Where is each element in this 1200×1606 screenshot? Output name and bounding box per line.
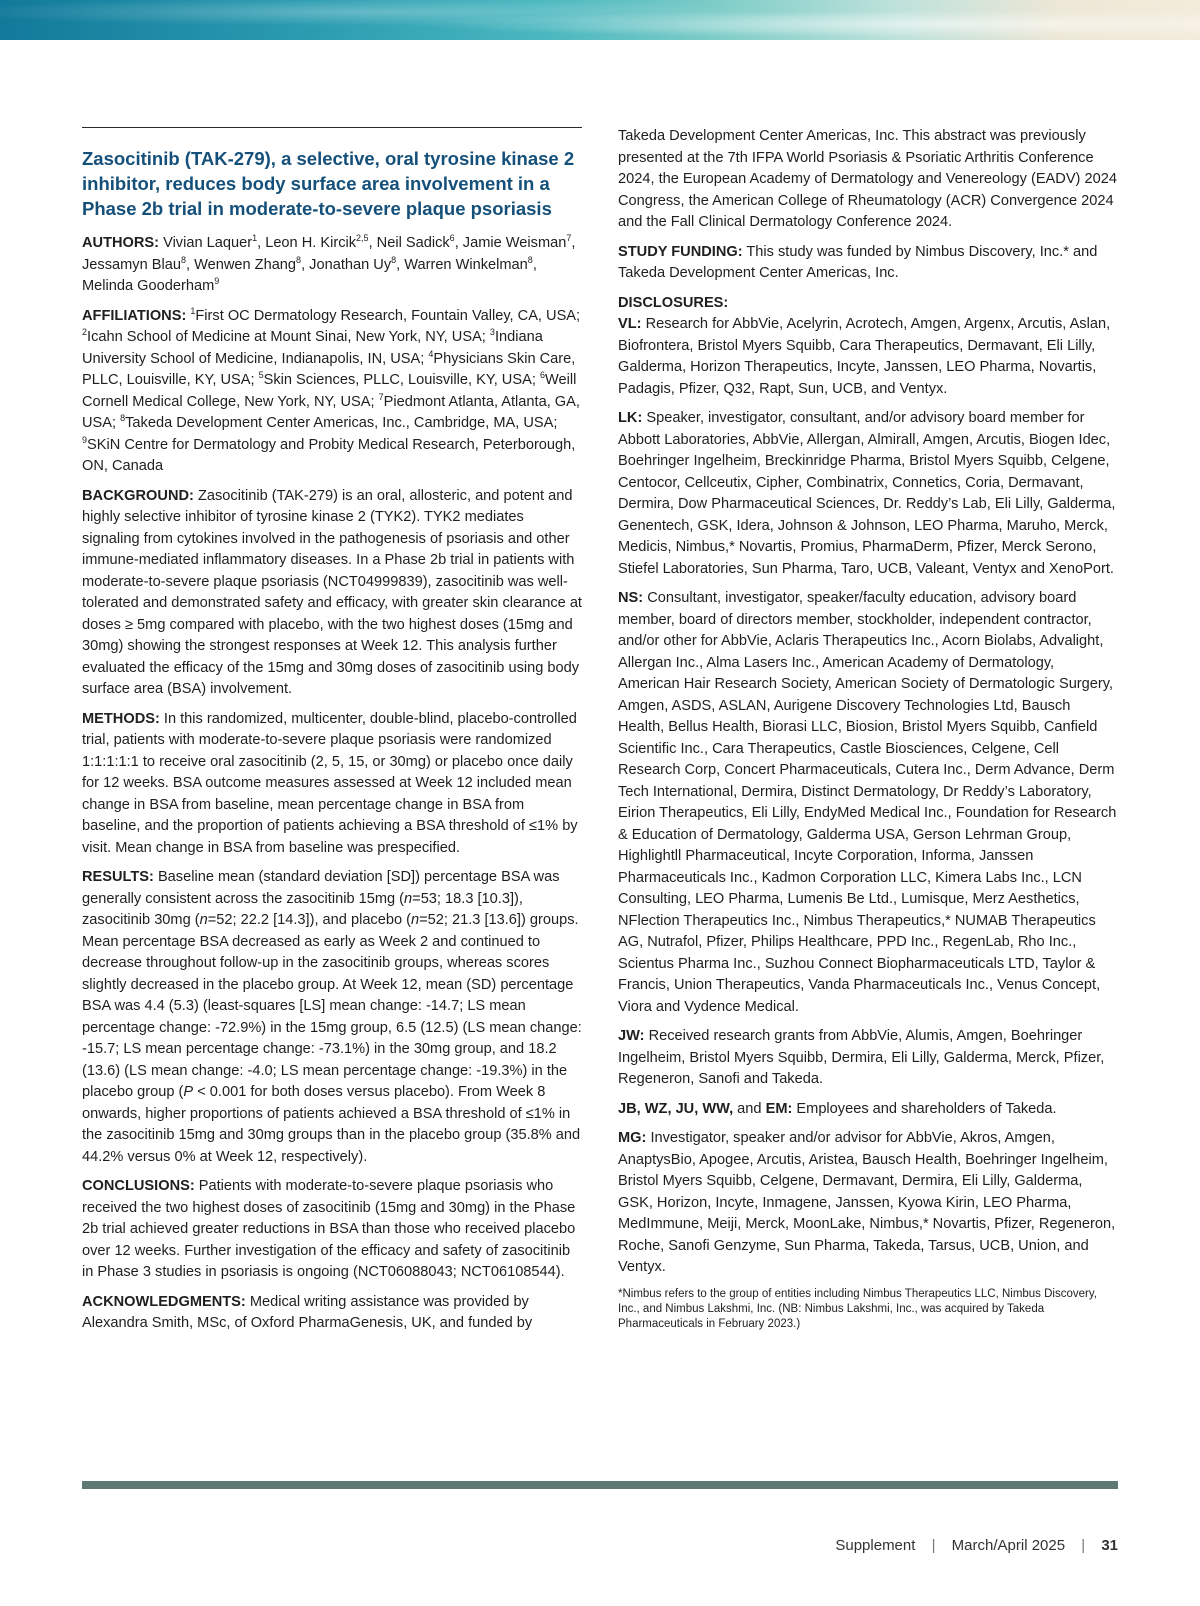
results-n-italic: n xyxy=(411,912,420,928)
affiliation-text: Skin Sciences, PLLC, Louisville, KY, USA; xyxy=(263,372,540,388)
author-affiliation-ref: 8 xyxy=(527,254,533,265)
disclosure-vl xyxy=(618,314,1118,400)
authors-label: AUTHORS: xyxy=(82,235,160,251)
disclosure-mg-text: Investigator, speaker and/or advisor for AbbVie, Akros, Amgen, AnaptysBio, Apogee, Arcutis, Aristea, Bausch Health, Boehringer Ingelheim, Bristol Myers Squibb, Celgene, Dermavant, Dermira, Eli Lilly, Galderma, GSK, Horizon, Incyte, Inmagene, Janssen, Kyowa Kirin, LEO Pharma, MedImmune, Meiji, Merck, MoonLake, Nimbus,* Novartis, Pfizer, Regeneron, Roche, Sanofi Genzyme, Sun Pharma, Takeda, Tarsus, UCB, Union, and Ventyx. xyxy=(618,1130,1116,1275)
disclosure-employees-label-b: EM: xyxy=(765,1100,793,1117)
results-n-italic: n xyxy=(199,912,208,928)
background-label: BACKGROUND: xyxy=(82,487,194,504)
disclosure-employees-text: Employees and shareholders of Takeda. xyxy=(796,1100,1057,1117)
disclosure-lk-text: Speaker, investigator, consultant, and/or advisory board member for Abbott Laboratories, AbbVie, Allergan, Almirall, Amgen, Arcutis, Biogen Idec, Boehringer Ingelheim, Breckinridge Pharma, Bristol Myers Squibb, Celgene, Centocor, Cellceutix, Cipher, Combinatrix, Connetics, Coria, Dermavant, Dermira, Dow Pharmaceutical Sciences, Dr. Reddy’s Lab, Eli Lilly, Galderma, Genentech, GSK, Idera, Johnson & Johnson, LEO Pharma, Maruho, Merck, Medicis, Nimbus,* Novartis, Promius, PharmaDerm, Pfizer, Merck Serono, Stiefel Laboratories, Sun Pharma, Taro, UCB, Valeant, Ventyx and XenoPort. xyxy=(618,410,1116,577)
affiliations-label: AFFILIATIONS: xyxy=(82,307,187,324)
funding-paragraph xyxy=(618,242,1118,285)
author-affiliation-ref: 1 xyxy=(252,233,258,244)
acknowledgments-continued: Takeda Development Center Americas, Inc. This abstract was previously presented at the 7th IFPA World Psoriasis & Psoriatic Arthritis Conference 2024, the European Academy of Dermatology and Venereology (EADV) 2024 Congress, the American College of Rheumatology (ACR) Convergence 2024 and the Fall Clinical Dermatology Conference 2024. xyxy=(618,128,1117,230)
disclosure-jw-label: JW: xyxy=(618,1028,645,1044)
authors-paragraph xyxy=(82,233,582,298)
author-name: , Jonathan Uy xyxy=(301,256,392,273)
results-text: =53; 18.3 [10.3]), zasocitinib 30mg ( xyxy=(82,890,523,928)
disclosure-mg xyxy=(618,1128,1118,1279)
affiliation-text: Weill Cornell Medical College, New York, NY, USA; xyxy=(82,372,577,410)
conclusions-label: CONCLUSIONS: xyxy=(82,1178,195,1194)
author-name: , Leon H. Kircik xyxy=(257,235,357,251)
disclosure-mg-label: MG: xyxy=(618,1130,647,1146)
results-label: RESULTS: xyxy=(82,869,154,885)
methods-label: METHODS: xyxy=(82,710,160,727)
disclosure-ns-text: Consultant, investigator, speaker/faculty education, advisory board member, board of directors member, stockholder, independent contractor, and/or other for AbbVie, Aclaris Therapeutics Inc., Acorn Biolabs, Advalight, Allergan Inc., Alma Lasers Inc., American Academy of Dermatology, American Hair Research Society, American Society of Dermatologic Surgery, Amgen, ASDS, ASLAN, Aurigene Discovery Technologies Ltd, Bausch Health, Bellus Health, Biorasi LLC, Biosion, Bristol Myers Squibb, Canfield Scientific Inc., Cara Therapeutics, Castle Biosciences, Celgene, Cell Research Corp, Concert Pharmaceuticals, Cutera Inc., Derm Advance, Derm Tech International, Dermira, Distinct Dermatology, Dr Reddy’s Laboratory, Eirion Therapeutics, Eli Lilly, EndyMed Medical Inc., Foundation for Research & Education of Dermatology, Galderma USA, Gerson Lehrman Group, Highlightll Pharmaceutical, Incyte Corporation, Informa, Janssen Pharmaceuticals Inc., Kadmon Corporation LLC, Kimera Labs Inc., LCN Consulting, LEO Pharma, Lumenis Be Ltd., Lumisque, Merz Aesthetics, NFlection Therapeutics Inc., Nimbus Therapeutics,* NUMAB Therapeutics AG, Nutrafol, Pfizer, Philips Healthcare, PPD Inc., RegenLab, Rho Inc., Scientus Pharma Inc., Suzhou Connect Biopharmaceuticals LTD, Taylor & Francis, Union Therapeutics, Vanda Pharmaceuticals Inc., Venus Concept, Viora and Vydence Medical. xyxy=(618,590,1117,1015)
acknowledgments-paragraph xyxy=(82,1292,582,1335)
affiliation-text: Physicians Skin Care, PLLC, Louisville, KY, USA; xyxy=(82,350,576,388)
disclosure-employees xyxy=(618,1099,1118,1121)
footer-separator: | xyxy=(931,1537,936,1554)
results-text: =52; 22.2 [14.3]), and placebo ( xyxy=(207,912,411,928)
header-banner-sheen xyxy=(0,0,1200,40)
affiliation-number: 4 xyxy=(428,348,434,359)
results-text: =52; 21.3 [13.6]) groups. Mean percentage BSA decreased as early as Week 2 and continued to decrease throughout follow-up in the zasocitinib groups, whereas scores slightly decreased in the placebo group. At Week 12, mean (SD) percentage BSA was 4.4 (5.3) (least-squares [LS] mean change: -14.7; LS mean percentage change: -72.9%) in the 15mg group, 6.5 (12.5) (LS mean change: -15.7; LS mean percentage change: -73.1%) in the 30mg group, and 18.2 (13.6) (LS mean change: -4.0; LS mean percentage change: -19.3%) in the placebo group ( xyxy=(82,912,582,1100)
results-p-italic: P xyxy=(183,1084,194,1100)
methods-text: In this randomized, multicenter, double-blind, placebo-controlled trial, patients with moderate-to-severe plaque psoriasis were randomized 1:1:1:1:1 to receive oral zasocitinib (2, 5, 15, or 30mg) or placebo once daily for 12 weeks. BSA outcome measures assessed at Week 12 included mean change in BSA from baseline, mean percentage change in BSA from baseline, and the proportion of patients achieving a BSA threshold of ≤1% by visit. Mean change in BSA from baseline was prespecified. xyxy=(82,710,578,856)
disclosure-lk xyxy=(618,408,1118,580)
affiliation-number: 7 xyxy=(378,391,384,402)
right-column xyxy=(618,126,1118,1340)
footer-publication: Supplement xyxy=(835,1537,916,1554)
background-text: Zasocitinib (TAK-279) is an oral, allosteric, and potent and highly selective inhibitor of tyrosine kinase 2 (TYK2). TYK2 mediates signaling from cytokines involved in the pathogenesis of psoriasis and other immune-mediated inflammatory diseases. In a Phase 2b trial in patients with moderate-to-severe plaque psoriasis (NCT04999839), zasocitinib was well-tolerated and demonstrated safety and efficacy, with greater skin clearance at doses ≥ 5mg compared with placebo, with the two highest doses (15mg and 30mg) showing the strongest responses at Week 12. This analysis further evaluated the efficacy of the 15mg and 30mg doses of zasocitinib using body surface area (BSA) involvement. xyxy=(82,487,582,697)
author-name: , Wenwen Zhang xyxy=(185,256,297,273)
funding-text: This study was funded by Nimbus Discovery, Inc.* and Takeda Development Center Americas, Inc. xyxy=(618,243,1098,281)
author-affiliation-ref: 7 xyxy=(566,233,572,244)
left-column xyxy=(82,126,582,1343)
nimbus-footnote: *Nimbus refers to the group of entities including Nimbus Therapeutics LLC, Nimbus Discovery, Inc., and Nimbus Lakshmi, Inc. (NB: Nimbus Lakshmi, Inc., was acquired by Takeda Pharmaceuticals in February 2023.) xyxy=(618,1287,1097,1330)
affiliation-number: 1 xyxy=(190,305,196,316)
author-affiliation-ref: 8 xyxy=(296,254,302,265)
funding-label: STUDY FUNDING: xyxy=(618,243,743,260)
page-footer xyxy=(835,1537,1118,1554)
author-affiliation-ref: 8 xyxy=(180,254,186,265)
affiliations-paragraph xyxy=(82,306,582,478)
author-affiliation-ref: 8 xyxy=(391,254,397,265)
affiliation-number: 3 xyxy=(489,327,495,338)
affiliation-text: Icahn School of Medicine at Mount Sinai, New York, NY, USA; xyxy=(87,329,490,345)
disclosure-ns-label: NS: xyxy=(618,590,644,606)
affiliation-text: SKiN Centre for Dermatology and Probity Medical Research, Peterborough, ON, Canada xyxy=(82,436,576,474)
author-name: , Jamie Weisman xyxy=(454,235,567,251)
results-text: < 0.001 for both doses versus placebo). From Week 8 onwards, higher proportions of patients achieved a BSA threshold of ≤1% in the zasocitinib 15mg and 30mg groups than in the placebo group (35.8% and 44.2% versus 0% at Week 12, respectively). xyxy=(82,1084,581,1165)
disclosure-ns xyxy=(618,588,1118,1018)
author-name: , Jessamyn Blau xyxy=(82,235,576,273)
affiliation-number: 2 xyxy=(82,327,88,338)
affiliation-text: First OC Dermatology Research, Fountain Valley, CA, USA; xyxy=(195,307,581,324)
affiliation-text: Indiana University School of Medicine, Indianapolis, IN, USA; xyxy=(82,329,543,367)
disclosure-jw-text: Received research grants from AbbVie, Alumis, Amgen, Boehringer Ingelheim, Bristol Myers Squibb, Dermira, Eli Lilly, Galderma, Merck, Pfizer, Regeneron, Sanofi and Takeda. xyxy=(618,1028,1105,1087)
results-n-italic: n xyxy=(404,890,413,907)
affiliation-text: Takeda Development Center Americas, Inc., Cambridge, MA, USA; xyxy=(125,415,558,431)
article-title: Zasocitinib (TAK-279), a selective, oral tyrosine kinase 2 inhibitor, reduces body surface area involvement in a Phase 2b trial in moderate-to-severe plaque psoriasis xyxy=(82,148,575,219)
disclosure-lk-label: LK: xyxy=(618,410,643,426)
affiliation-number: 6 xyxy=(539,370,545,381)
disclosure-vl-text: Research for AbbVie, Acelyrin, Acrotech, Amgen, Argenx, Arcutis, Aslan, Biofrontera, Bristol Myers Squibb, Cara Therapeutics, Dermavant, Eli Lilly, Galderma, Horizon Therapeutics, Incyte, Janssen, LEO Pharma, Novartis, Padagis, Pfizer, Q32, Rapt, Sun, UCB, and Ventyx. xyxy=(618,316,1111,397)
footer-date: March/April 2025 xyxy=(951,1537,1066,1554)
results-text: Baseline mean (standard deviation [SD]) percentage BSA was generally consistent across the zasocitinib 15mg ( xyxy=(82,869,560,907)
bottom-rule xyxy=(82,1481,1118,1489)
results-paragraph xyxy=(82,867,582,1168)
author-name: , Melinda Gooderham xyxy=(82,256,537,294)
disclosure-vl-label: VL: xyxy=(618,316,642,332)
disclosures-heading xyxy=(618,293,1118,315)
disclosure-employees-and: and xyxy=(733,1100,766,1117)
acknowledgments-text: Medical writing assistance was provided by Alexandra Smith, MSc, of Oxford PharmaGenesis, UK, and funded by xyxy=(82,1293,533,1331)
affiliation-number: 5 xyxy=(258,370,264,381)
affiliation-number: 8 xyxy=(120,413,126,424)
affiliation-number: 9 xyxy=(82,434,88,445)
disclosure-jw xyxy=(618,1026,1118,1091)
disclosure-employees-label-a: JB, WZ, JU, WW, xyxy=(618,1100,734,1117)
author-name: Vivian Laquer xyxy=(163,235,253,251)
page-number: 31 xyxy=(1101,1537,1118,1554)
affiliation-text: Piedmont Atlanta, Atlanta, GA, USA; xyxy=(82,393,580,431)
author-affiliation-ref: 9 xyxy=(214,276,220,287)
conclusions-paragraph xyxy=(82,1176,582,1284)
acknowledgments-label: ACKNOWLEDGMENTS: xyxy=(82,1293,246,1310)
author-name: , Warren Winkelman xyxy=(396,256,528,273)
methods-paragraph xyxy=(82,709,582,860)
author-affiliation-ref: 6 xyxy=(449,233,455,244)
footer-separator: | xyxy=(1081,1537,1086,1554)
conclusions-text: Patients with moderate-to-severe plaque psoriasis who received the two highest doses of zasocitinib (15mg and 30mg) in the Phase 2b trial achieved greater reductions in BSA than those who received placebo over 12 weeks. Further investigation of the efficacy and safety of zasocitinib in Phase 3 studies in psoriasis is ongoing (NCT06088043; NCT06108544). xyxy=(82,1178,576,1280)
background-paragraph xyxy=(82,486,582,701)
author-name: , Neil Sadick xyxy=(368,235,450,251)
disclosures-label: DISCLOSURES: xyxy=(618,294,729,311)
author-affiliation-ref: 2,5 xyxy=(356,233,369,244)
